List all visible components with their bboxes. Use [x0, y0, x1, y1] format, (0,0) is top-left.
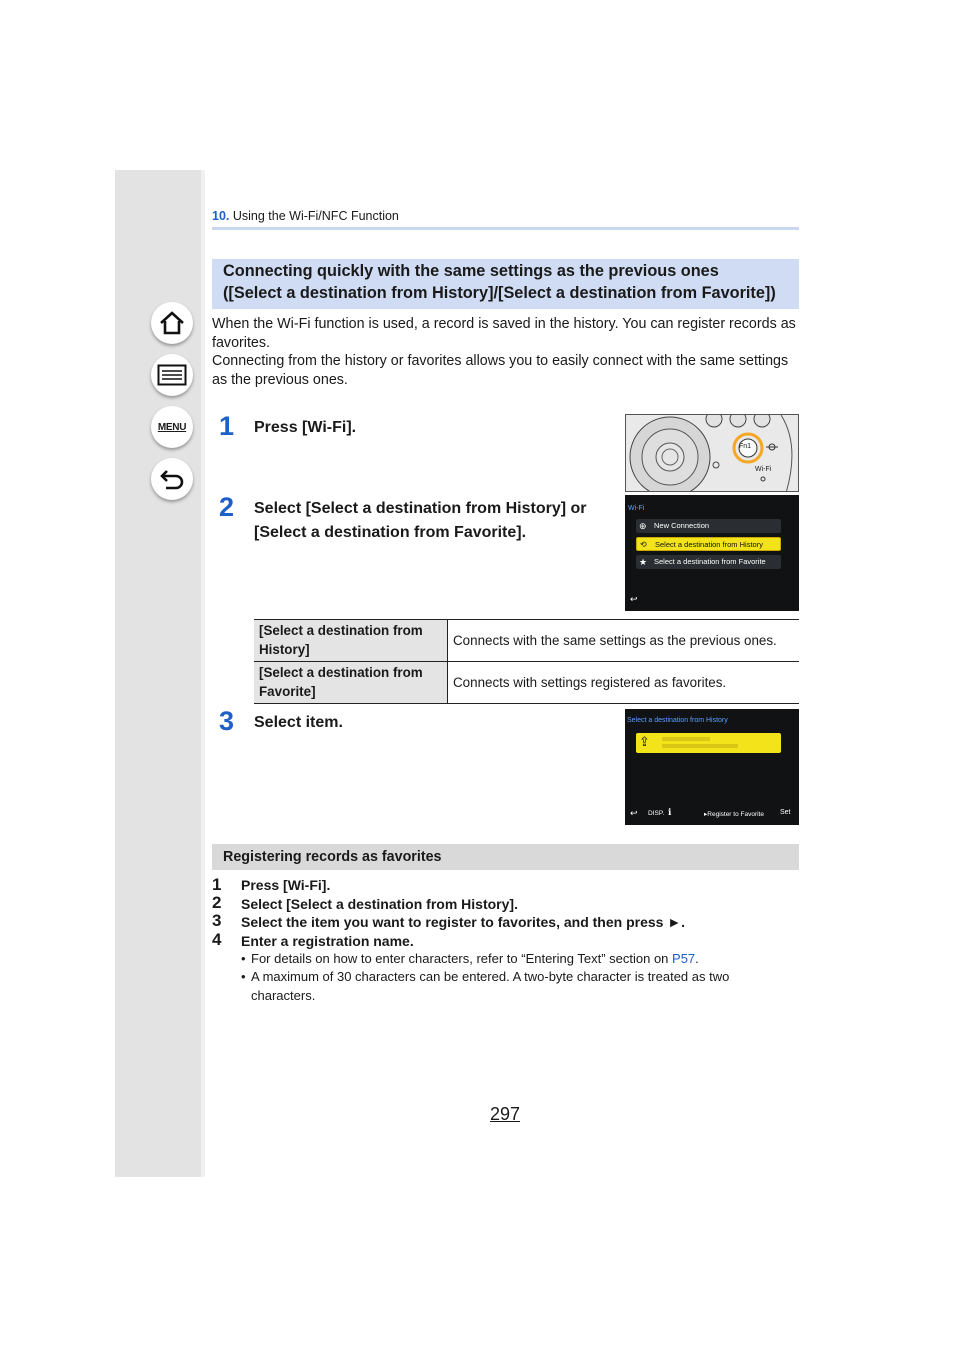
- option-value: Connects with the same settings as the previous ones.: [448, 620, 800, 662]
- camera-top-icon: [626, 415, 799, 492]
- blurred-text: [662, 737, 710, 741]
- fn1-label: Fn1: [739, 443, 752, 450]
- step-number: 2: [219, 492, 235, 522]
- note-2: • A maximum of 30 characters can be entered. A two-byte character is treated as two characters.: [241, 969, 730, 1003]
- star-icon: ★: [639, 557, 648, 567]
- register-favorite-label: ▸Register to Favorite: [704, 811, 764, 818]
- list-number: 1: [212, 875, 222, 894]
- table-row: [254, 662, 799, 704]
- step-text: Select [Select a destination from History] or [Select a destination from Favorite].: [254, 500, 587, 541]
- disp-label: DISP.: [648, 810, 665, 817]
- wifi-label: Wi-Fi: [755, 466, 772, 473]
- intro-paragraph-2: Connecting from the history or favorites allows you to easily connect with the same settings as the previous ones.: [212, 353, 789, 388]
- list-item: Enter a registration name.: [241, 933, 414, 949]
- chapter-title: Using the Wi-Fi/NFC Function: [232, 209, 399, 223]
- menu-item-history[interactable]: ⟲ Select a destination from History: [636, 537, 781, 551]
- note-1: • For details on how to enter characters, refer to “Entering Text” section on P57.: [241, 951, 699, 966]
- back-button[interactable]: [151, 458, 193, 500]
- home-button[interactable]: [151, 302, 193, 344]
- section-title-line1: Connecting quickly with the same settings as the previous ones: [223, 262, 719, 280]
- menu-icon: MENU: [157, 421, 187, 433]
- step-text: Press [Wi-Fi].: [254, 419, 357, 436]
- option-key: [Select a destination from History]: [254, 620, 448, 662]
- home-icon: [158, 310, 186, 336]
- chapter-header: [212, 209, 399, 223]
- camera-illustration: [625, 414, 799, 492]
- menu-item-new-connection[interactable]: ⊕ New Connection: [636, 519, 781, 533]
- screen-back-icon: ↩: [630, 808, 638, 818]
- page-number: 297: [490, 1104, 521, 1124]
- step-number: 3: [219, 706, 235, 736]
- history-screen-title: Select a destination from History: [627, 717, 728, 724]
- screen-back-icon: ↩: [630, 594, 638, 604]
- history-icon: ⟲: [640, 540, 647, 549]
- options-table: [254, 619, 799, 704]
- subsection-title: Registering records as favorites: [223, 849, 442, 865]
- menu-item-favorite[interactable]: ★ Select a destination from Favorite: [636, 555, 781, 569]
- list-number: 4: [212, 930, 222, 949]
- section-title-line2: ([Select a destination from History]/[Select a destination from Favorite]): [223, 284, 776, 302]
- sidebar-edge: [201, 170, 205, 1177]
- info-icon: ℹ: [668, 807, 672, 817]
- contents-icon: [157, 364, 187, 386]
- header-rule: [212, 227, 799, 230]
- chapter-number: 10.: [212, 209, 230, 223]
- section-heading: [212, 259, 799, 309]
- set-label: Set: [780, 809, 791, 816]
- page-link-p57[interactable]: P57: [672, 951, 696, 966]
- plus-icon: ⊕: [639, 521, 647, 531]
- intro-paragraph-1: When the Wi-Fi function is used, a record is saved in the history. You can register records as favorites.: [212, 316, 796, 351]
- list-number: 2: [212, 893, 222, 912]
- step-text: Select item.: [254, 714, 343, 731]
- wifi-screen-title: Wi-Fi: [628, 505, 645, 512]
- subsection-heading: [212, 844, 799, 870]
- history-entry-icon: ⇪: [639, 734, 650, 749]
- wifi-menu-screen: [625, 495, 799, 611]
- list-item: Select the item you want to register to favorites, and then press ►.: [241, 914, 686, 930]
- history-screen: [625, 709, 799, 825]
- menu-button[interactable]: [151, 406, 193, 448]
- step-number: 1: [219, 411, 235, 441]
- back-icon: [158, 467, 186, 491]
- list-number: 3: [212, 911, 222, 930]
- history-entry[interactable]: [636, 733, 781, 753]
- option-key: [Select a destination from Favorite]: [254, 662, 448, 704]
- option-value: Connects with settings registered as favorites.: [448, 662, 800, 704]
- table-row: [254, 620, 799, 662]
- blurred-text: [662, 744, 738, 748]
- list-item: Select [Select a destination from History].: [241, 896, 518, 912]
- list-item: Press [Wi-Fi].: [241, 877, 331, 893]
- contents-button[interactable]: [151, 354, 193, 396]
